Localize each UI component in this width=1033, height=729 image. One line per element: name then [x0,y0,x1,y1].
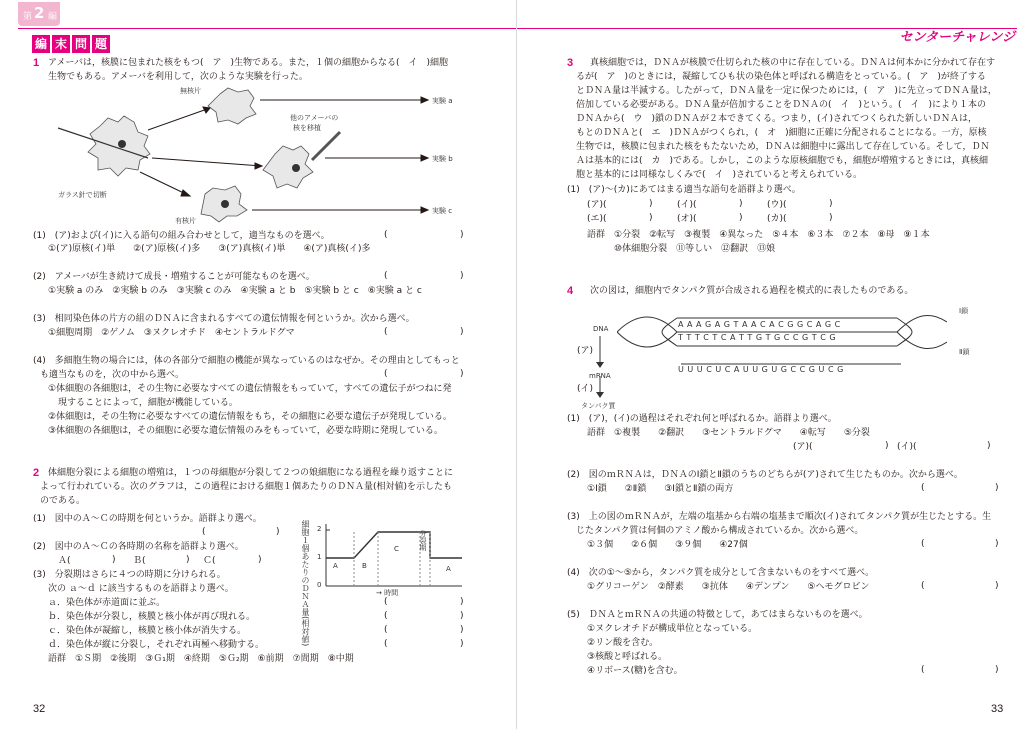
title-char: 末 [52,35,70,53]
nucleus [221,200,229,208]
answer-blank[interactable]: ( [202,527,206,537]
chapter-prefix: 第 [23,12,33,22]
q4-sub4-opts: ①グリコーゲン ②酵素 ③抗体 ④デンプン ⑤ヘモグロビン [587,582,870,592]
q4-sub5-opt: ③核酸と呼ばれる。 [587,652,668,662]
title-char: 問 [72,35,90,53]
strand1-sequence: A A A G A G T A A C A C G G C A G C [678,320,841,329]
process-arrows [593,336,607,400]
q3-blank[interactable]: (ウ)( [767,200,787,210]
q2-item: ａ．染色体が赤道面に並ぶ。 [48,598,166,608]
q2-text: のである。 [40,496,86,506]
q3-line: 胞と基本的には同様なしくみで( イ )されていると考えられている。 [576,170,863,180]
q2-text: よって行われている。次のグラフは，この過程における細胞１個あたりのＤＮＡ量(相対値)を示したも [40,482,453,492]
q3-blank[interactable]: (オ)( [677,214,697,224]
graph-label-b: B [362,562,367,570]
q3-line: ＤＮＡから( ウ )鎖のＤＮＡが２本できてくる。つまり，(イ)されてつくられた新しいＤＮＡは， [576,114,978,124]
graph-division-label: 分裂期 [419,530,427,551]
amoeba-experiment-diagram [40,86,460,226]
q4-sub2-opts: ①Ⅰ鎖 ②Ⅱ鎖 ③Ⅰ鎖とⅡ鎖の両方 [587,484,734,494]
process-a-label: (ア) [577,346,594,356]
q4-sub3: じたタンパク質は何個のアミノ酸から構成されているか。次から選べ。 [576,526,864,536]
answer-blank[interactable]: ( [384,611,388,621]
q4-sub4: (4) 次の①～⑤から，タンパク質を成分として含まないものをすべて選べ。 [567,568,875,578]
q1-sub2: (2) アメーバが生き続けて成長・増殖することが可能なものを選べ。 [33,272,315,282]
q1-sub4-option: ①体細胞の各細胞は，その生物に必要なすべての遺伝情報をもっていて，すべての遺伝子がつねに発 [48,384,452,394]
answer-blank-close: ) [460,369,464,379]
question-number: 3 [567,57,574,69]
answer-blank-close: ) [460,271,464,281]
answer-blank[interactable]: ( [384,327,388,337]
q4-sub1: (1) (ア)，(イ)の過程はそれぞれ何と呼ばれるか。語群より選べ。 [567,414,837,424]
q2-item: ｂ．染色体が分裂し，核膜と核小体が再び現れる。 [48,612,256,622]
q4-sub1-words: 語群 ①複製 ②翻訳 ③セントラルドグマ ④転写 ⑤分裂 [587,428,870,438]
answer-blank[interactable]: ( [384,369,388,379]
header-rule [18,28,516,29]
answer-blank[interactable]: ( [921,581,925,591]
mrna-label: mRNA [589,372,611,380]
q2-text: 体細胞分裂による細胞の増殖は，１つの母細胞が分裂して２つの娘細胞になる過程を繰り返すことに [48,468,454,478]
graph-label-a: A [333,562,338,570]
amoeba-no-nucleus [208,88,256,124]
nucleus [292,164,300,172]
q2-blank-c[interactable]: Ｃ( [203,556,216,566]
label-other-amoeba: 他のアメーバの [290,114,339,122]
q4-sub5-opt: ④リボース(糖)を含む。 [587,666,683,676]
q3-words: 語群 ①分裂 ②転写 ③複製 ④異なった ⑤４本 ⑥３本 ⑦２本 ⑧母 ⑨１本 [587,230,930,240]
q2-sub3b: 次の ａ～ｄ に該当するものを語群より選べ。 [48,584,234,594]
graph-ylabel: 細胞１個あたりのＤＮＡ量(相対値) [301,520,310,647]
graph-label-a2: A [446,565,451,573]
q1-sub4: (4) 多細胞生物の場合には，体の各部分で細胞の機能が異なっているのはなぜか。その理由としてもっと [33,356,460,366]
graph-xlabel: → 時間 [376,589,399,597]
section-title [32,33,112,53]
label-nucleated: 有核片 [175,217,196,225]
answer-blank-close: ) [460,230,464,240]
q1-sub4-option: ②体細胞は，その生物に必要なすべての遺伝情報をもち，その細胞に必要な遺伝子が発現している。 [48,412,452,422]
answer-blank[interactable]: ( [384,625,388,635]
q1-sub4-option: ③体細胞の各細胞は，その細胞に必要な遺伝情報のみをもっていて，必要な時期に発現している。 [48,426,443,436]
q1-sub2-options: ①実験 a のみ ②実験 b のみ ③実験 c のみ ④実験 a と b ⑤実験 b と c ⑥実験 a と c [48,286,422,296]
chapter-number: 2 [34,4,45,22]
q1-sub4-option: 現することによって，細胞が機能している。 [58,398,238,408]
answer-blank[interactable]: ( [921,539,925,549]
q2-item: ｄ．染色体が縦に分裂し，それぞれ両極へ移動する。 [48,640,265,650]
q1-text: アメーバは，核膜に包まれた核をもつ( ア )生物である。また，１個の細胞からなる( イ )細胞 [48,58,449,68]
q4-sub5-opt: ①ヌクレオチドが構成単位となっている。 [587,624,758,634]
q4-text: 次の図は，細胞内でタンパク質が合成される過程を模式的に表したものである。 [590,286,914,296]
q3-words: ⑩体細胞分裂 ⑪等しい ⑫翻訳 ⑬娘 [614,244,776,254]
q4-blank[interactable]: (ア)( [793,442,813,452]
label-exp-a: 実験 a [432,97,453,105]
q2-blank-b[interactable]: Ｂ( [133,556,146,566]
q3-line: 真核細胞では，ＤＮＡが核膜で仕切られた核の中に存在している。ＤＮＡは何本かに分かれて存在す [590,58,996,68]
q3-blank[interactable]: (ア)( [587,200,607,210]
chapter-suffix: 編 [48,12,58,22]
question-number: 1 [33,57,40,69]
q1-sub4: も適当なものを，次の中から選べ。 [40,370,185,380]
center-challenge-header: センターチャレンジ [899,30,1015,45]
q2-words: 語群 ①Ｓ期 ②後期 ③Ｇ₁期 ④終期 ⑤Ｇ₂期 ⑥前期 ⑦間期 ⑧中期 [48,654,354,664]
answer-blank-close: ) [460,611,464,621]
q4-sub5: (5) ＤＮＡとｍＲＮＡの共通の特徴として，あてはまらないものを選べ。 [567,610,868,620]
answer-blank[interactable]: ( [384,271,388,281]
q2-sub2: (2) 図中のＡ～Ｃの各時期の名称を語群より選べ。 [33,542,244,552]
graph-ytick: 1 [317,553,322,561]
answer-blank-close: ) [460,327,464,337]
title-char: 題 [92,35,110,53]
q2-sub1: (1) 図中のＡ～Ｃの時期を何というか。語群より選べ。 [33,514,262,524]
q3-blank[interactable]: (カ)( [767,214,787,224]
question-number: 2 [33,467,40,479]
q3-line: とＤＮＡ量は半減する。したがって，ＤＮＡ量を一定に保つためには，( ア )に先立ってＤＮＡ量は， [576,86,997,96]
answer-blank-close: ) [460,625,464,635]
mrna-sequence: U U U C U C A U U G U G C C G U C G [678,365,844,374]
q1-sub1: (1) (ア)および(イ)に入る語句の組み合わせとして，適当なものを選べ。 [33,231,330,241]
process-i-label: (イ) [577,384,594,394]
nucleus [118,140,126,148]
q3-blank[interactable]: (エ)( [587,214,607,224]
label-no-nucleus: 無核片 [180,87,201,95]
answer-blank[interactable]: ( [384,597,388,607]
strand1-label: Ⅰ鎖 [959,307,969,315]
label-transplant: 核を移植 [293,124,321,132]
answer-blank-close: ) [276,527,280,537]
question-number: 4 [567,285,574,297]
q3-line: るが( ア )のときには，凝縮してひも状の染色体と呼ばれる構造をとっている。( ア )が終了する [576,72,986,82]
pipette [312,132,340,160]
q3-line: もとのＤＮＡと( エ )ＤＮＡがつくられ，( オ )細胞に正確に分配されることになる。一方，原核 [576,128,987,138]
chapter-tab [18,2,60,26]
answer-blank-close: ) [460,639,464,649]
q1-text: 生物でもある。アメーバを利用して，次のような実験を行った。 [48,72,308,82]
q3-sub1: (1) (ア)～(カ)にあてはまる適当な語句を語群より選べ。 [567,185,801,195]
answer-blank[interactable]: ( [921,665,925,675]
graph-ytick: 2 [317,525,322,533]
q3-line: 倍加している必要がある。ＤＮＡ量が倍加することをＤＮＡの( イ )という。( イ )により１本の [576,100,987,110]
answer-blank-close: ) [460,597,464,607]
page-number: 33 [991,703,1004,715]
q4-sub2: (2) 図のｍＲＮＡは，ＤＮＡのⅠ鎖とⅡ鎖のうちのどちらが(ア)されて生じたものか。次から選べ。 [567,470,963,480]
dna-label: DNA [593,325,609,333]
label-glass-needle: ガラス針で切断 [58,191,107,199]
strand2-sequence: T T T C T C A T T G T G C C G T C G [678,333,837,342]
strand2-label: Ⅱ鎖 [959,348,970,356]
q2-item: ｃ．染色体が凝縮し，核膜と核小体が消失する。 [48,626,247,636]
left-page: 第 2 編 編 末 問 題 1 アメーバは，核膜に包まれた核をもつ( ア )生物である。また，１個の細胞からなる( イ )細胞 生物でもある。アメーバを利用して，次のような実験を行った。 無核片 他のアメーバの 核を移植 ガラス針で切断 有核片 実験 a 実験 b 実験 c (1) (ア)および(イ)に入る語句の組み合わせとして，適当なものを選べ。 ( ) ①(ア)原核(イ)単 ②(ア)原核(イ)多 ③(ア)真核(イ)単 ④(ア)真核(イ)多 (2) アメーバが生き続けて成長・増殖することが可能なものを選べ。 ( ) ①実験 a のみ ②実験 b のみ ③実験 c のみ ④実験 a と b ⑤実験 b と c ⑥実験 a と c (3) 相同染色体の片方の組のＤＮＡに含まれるすべての遺伝情報を何というか。次から選べ。 ①細胞周期 ②ゲノム ③ヌクレオチド ④セントラルドグマ ( ) (4) 多細胞生物の場合には，体の各部分で細胞の機能が異なっているのはなぜか。その理由としてもっと も適当なものを，次の中から選べ。 ( ) ①体細胞の各細胞は，その生物に必要なすべての遺伝情報をもっていて，すべての遺伝子がつねに発 現することによって，細胞が機能している。 ②体細胞は，その生物に必要なすべての遺伝情報をもち，その細胞に必要な遺伝子が発現している。 ③体細胞の各細胞は，その細胞に必要な遺伝情報のみをもっていて，必要な時期に発現している。 2 体細胞分裂による細胞の増殖は，１つの母細胞が分裂して２つの娘細胞になる過程を繰り返すことに よって行われている。次のグラフは，この過程における細胞１個あたりのＤＮＡ量(相対値)を示したも のである。 (1) 図中のＡ～Ｃの時期を何というか。語群より選べ。 ( ) (2) 図中のＡ～Ｃの各時期の名称を語群より選べ。 Ａ( ) Ｂ( ) Ｃ( ) (3) 分裂期はさらに４つの時期に分けられる。 次の ａ～ｄ に該当するものを語群より選べ。 ａ．染色体が赤道面に並ぶ。 ( ) ｂ．染色体が分裂し，核膜と核小体が再び現れる。 ( ) ｃ．染色体が凝縮し，核膜と核小体が消失する。 ( ) ｄ．染色体が縦に分裂し，それぞれ両極へ移動する。 ( ) 語群 ①Ｓ期 ②後期 ③Ｇ₁期 ④終期 ⑤Ｇ₂期 ⑥前期 ⑦間期 ⑧中期 2 1 0 A B C A 分裂期 細胞１個あたりのＤＮＡ量(相対値) → 時間 32 [0,0,516,729]
title-char: 編 [32,35,50,53]
label-exp-b: 実験 b [432,155,453,163]
label-exp-c: 実験 c [432,207,453,215]
protein-label: タンパク質 [581,402,616,410]
answer-blank[interactable]: ( [921,483,925,493]
q4-sub5-opt: ②リン酸を含む。 [587,638,659,648]
q2-sub3: (3) 分裂期はさらに４つの時期に分けられる。 [33,570,226,580]
q1-sub1-options: ①(ア)原核(イ)単 ②(ア)原核(イ)多 ③(ア)真核(イ)単 ④(ア)真核(イ)多 [48,244,371,254]
page-number: 32 [33,703,46,715]
q1-sub3: (3) 相同染色体の片方の組のＤＮＡに含まれるすべての遺伝情報を何というか。次から選べ。 [33,314,415,324]
q1-sub3-options: ①細胞周期 ②ゲノム ③ヌクレオチド ④セントラルドグマ [48,328,295,338]
amoeba-transplant [263,146,313,188]
answer-blank[interactable]: ( [384,230,388,240]
q3-blank[interactable]: (イ)( [677,200,697,210]
q2-blank-a[interactable]: Ａ( [58,556,71,566]
q4-blank[interactable]: (イ)( [897,442,917,452]
graph-ytick: 0 [317,581,322,589]
q4-sub3-opts: ①３個 ②６個 ③９個 ④27個 [587,540,748,550]
q3-line: Ａは基本的には( カ )である。しかし，このような原核細胞でも，細胞が増殖するときには，真核細 [576,156,989,166]
q4-sub3: (3) 上の図のｍＲＮＡが，左端の塩基から右端の塩基まで順次(イ)されてタンパク質が生じたとする。生 [567,512,992,522]
q3-line: 生物では，核膜に包まれた核をもたないため，ＤＮＡは細胞中に露出して存在している。そして，ＤＮ [576,142,990,152]
graph-label-c: C [394,545,399,553]
answer-blank[interactable]: ( [384,639,388,649]
right-page: センターチャレンジ 3 真核細胞では，ＤＮＡが核膜で仕切られた核の中に存在している。ＤＮＡは何本かに分かれて存在す るが( ア )のときには，凝縮してひも状の染色体と呼ばれる構造をとっている。( ア )が終了する とＤＮＡ量は半減する。したがって，ＤＮＡ量を一定に保つためには，( ア )に先立ってＤＮＡ量は， 倍加している必要がある。ＤＮＡ量が倍加することをＤＮＡの( イ )という。( イ )により１本の ＤＮＡから( ウ )鎖のＤＮＡが２本できてくる。つまり，(イ)されてつくられた新しいＤＮＡは， もとのＤＮＡと( エ )ＤＮＡがつくられ，( オ )細胞に正確に分配されることになる。一方，原核 生物では，核膜に包まれた核をもたないため，ＤＮＡは細胞中に露出して存在している。そして，ＤＮ Ａは基本的には( カ )である。しかし，このような原核細胞でも，細胞が増殖するときには，真核細 胞と基本的には同様なしくみで( イ )されていると考えられている。 (1) (ア)～(カ)にあてはまる適当な語句を語群より選べ。 (ア)( ) (イ)( ) (ウ)( ) (エ)( ) (オ)( ) (カ)( ) 語群 ①分裂 ②転写 ③複製 ④異なった ⑤４本 ⑥３本 ⑦２本 ⑧母 ⑨１本 ⑩体細胞分裂 ⑪等しい ⑫翻訳 ⑬娘 4 次の図は，細胞内でタンパク質が合成される過程を模式的に表したものである。 DNA Ⅰ鎖 Ⅱ鎖 A A A G A G T A A C A C G G C A G C T T T C T C A T T G T G C C G T C G U U U C U C A U U G U G C C G U C G (ア) mRNA (イ) タンパク質 (1) (ア)，(イ)の過程はそれぞれ何と呼ばれるか。語群より選べ。 語群 ①複製 ②翻訳 ③セントラルドグマ ④転写 ⑤分裂 (ア)( ) (イ)( ) (2) 図のｍＲＮＡは，ＤＮＡのⅠ鎖とⅡ鎖のうちのどちらが(ア)されて生じたものか。次から選べ。 ①Ⅰ鎖 ②Ⅱ鎖 ③Ⅰ鎖とⅡ鎖の両方 ( ) (3) 上の図のｍＲＮＡが，左端の塩基から右端の塩基まで順次(イ)されてタンパク質が生じたとする。生 じたタンパク質は何個のアミノ酸から構成されているか。次から選べ。 ①３個 ②６個 ③９個 ④27個 ( ) (4) 次の①～⑤から，タンパク質を成分として含まないものをすべて選べ。 ①グリコーゲン ②酵素 ③抗体 ④デンプン ⑤ヘモグロビン ( ) (5) ＤＮＡとｍＲＮＡの共通の特徴として，あてはまらないものを選べ。 ①ヌクレオチドが構成単位となっている。 ②リン酸を含む。 ③核酸と呼ばれる。 ④リボース(糖)を含む。 ( ) 33 [517,0,1033,729]
